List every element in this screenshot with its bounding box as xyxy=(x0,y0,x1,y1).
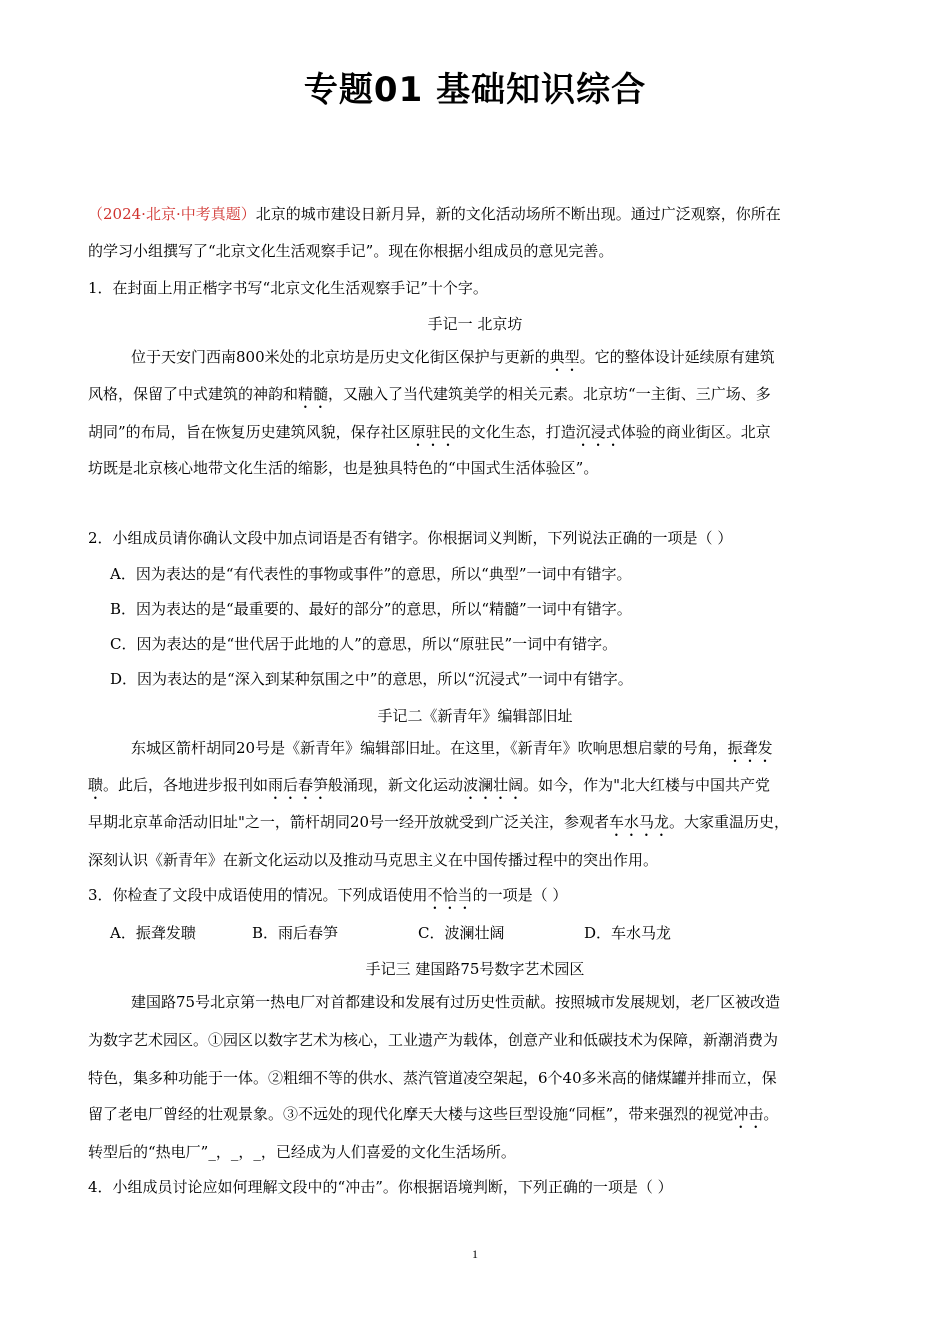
emphasized-word: 雨后春笋 xyxy=(268,776,329,794)
question-3-option-b: B．雨后春笋 xyxy=(252,924,339,942)
note3-line-2: 为数字艺术园区。①园区以数字艺术为核心，工业遗产为载体，创意产业和低碳技术为保障，新潮消费为 xyxy=(88,1031,779,1049)
emphasized-word: 典型 xyxy=(549,348,580,366)
source-tag: （2024·北京·中考真题） xyxy=(88,205,256,223)
emphasized-word: 沉浸式 xyxy=(575,423,621,441)
note1-line-1: 位于天安门西南800米处的北京坊是历史文化街区保护与更新的典型。它的整体设计延续原有建筑 xyxy=(131,348,775,366)
question-3-options xyxy=(110,922,671,944)
note1-line-2: 风格，保留了中式建筑的神韵和精髓，又融入了当代建筑美学的相关元素。北京坊“一主街、三广场、多 xyxy=(88,385,771,403)
note2-line-2: 聩。此后，各地进步报刊如雨后春笋般涌现，新文化运动波澜壮阔。如今，作为"北大红楼与中国共产党 xyxy=(88,776,770,794)
question-2-option-a: A．因为表达的是“有代表性的事物或事件”的意思，所以“典型”一词中有错字。 xyxy=(110,565,632,583)
note3-line-4: 留了老电厂曾经的壮观景象。③不远处的现代化摩天大楼与这些巨型设施“同框”，带来强烈的视觉冲击。 xyxy=(88,1105,779,1123)
emphasized-word: 波澜壮阔 xyxy=(463,776,524,794)
note2-line-1: 东城区箭杆胡同20号是《新青年》编辑部旧址。在这里，《新青年》吹响思想启蒙的号角，振聋发 xyxy=(131,739,773,757)
question-3-option-d: D．车水马龙 xyxy=(584,924,672,942)
note1-line-3: 胡同”的布局，旨在恢复历史建筑风貌，保存社区原驻民的文化生态，打造沉浸式体验的商业街区。北京 xyxy=(88,423,771,441)
emphasized-word: 精髓 xyxy=(298,385,329,403)
intro-line-2: 的学习小组撰写了“北京文化生活观察手记”。现在你根据小组成员的意见完善。 xyxy=(88,242,614,260)
note3-line-5: 转型后的“热电厂”_，_，_，已经成为人们喜爱的文化生活场所。 xyxy=(88,1143,516,1161)
emphasized-word: 车水马龙 xyxy=(609,813,670,831)
note2-line-3: 早期北京革命活动旧址"之一，箭杆胡同20号一经开放就受到广泛关注，参观者车水马龙。大家重温历史， xyxy=(88,813,790,831)
question-1: 1．在封面上用正楷字书写“北京文化生活观察手记”十个字。 xyxy=(88,279,488,297)
note3-heading: 手记三 建国路75号数字艺术园区 xyxy=(365,960,585,978)
page-title: 专题01 基础知识综合 xyxy=(303,70,647,110)
note1-line-4: 坊既是北京核心地带文化生活的缩影，也是独具特色的“中国式生活体验区”。 xyxy=(88,459,599,477)
intro-line-1: （2024·北京·中考真题）北京的城市建设日新月异，新的文化活动场所不断出现。通过广泛观察，你所在 xyxy=(88,205,781,223)
question-2-option-b: B．因为表达的是“最重要的、最好的部分”的意思，所以“精髓”一词中有错字。 xyxy=(110,600,632,618)
note2-heading: 手记二《新青年》编辑部旧址 xyxy=(377,707,573,725)
emphasized-word: 不恰当 xyxy=(427,886,473,904)
question-2-option-c: C．因为表达的是“世代居于此地的人”的意思，所以“原驻民”一词中有错字。 xyxy=(110,635,618,653)
note3-line-1: 建国路75号北京第一热电厂对首都建设和发展有过历史性贡献。按照城市发展规划，老厂区被改造 xyxy=(131,993,781,1011)
question-3-option-a: A．振聋发聩 xyxy=(110,924,196,942)
emphasized-word: 原驻民 xyxy=(410,423,456,441)
page-number: 1 xyxy=(472,1247,478,1261)
note3-line-3: 特色，集多种功能于一体。②粗细不等的供水、蒸汽管道凌空架起，6个40多米高的储煤罐并排而立，保 xyxy=(88,1069,777,1087)
emphasized-word: 冲击 xyxy=(733,1105,764,1123)
note1-heading: 手记一 北京坊 xyxy=(427,315,523,333)
question-4-stem: 4．小组成员讨论应如何理解文段中的“冲击”。你根据语境判断，下列正确的一项是（ ） xyxy=(88,1178,673,1196)
question-3-stem: 3．你检查了文段中成语使用的情况。下列成语使用不恰当的一项是（ ） xyxy=(88,886,568,904)
question-2-stem: 2．小组成员请你确认文段中加点词语是否有错字。你根据词义判断，下列说法正确的一项是（ ） xyxy=(88,529,733,547)
question-3-option-c: C．波澜壮阔 xyxy=(418,924,505,942)
emphasized-word: 聩 xyxy=(88,776,104,794)
question-2-option-d: D．因为表达的是“深入到某种氛围之中”的意思，所以“沉浸式”一词中有错字。 xyxy=(110,670,633,688)
emphasized-word: 振聋发 xyxy=(727,739,773,757)
note2-line-4: 深刻认识《新青年》在新文化运动以及推动马克思主义在中国传播过程中的突出作用。 xyxy=(88,851,659,869)
